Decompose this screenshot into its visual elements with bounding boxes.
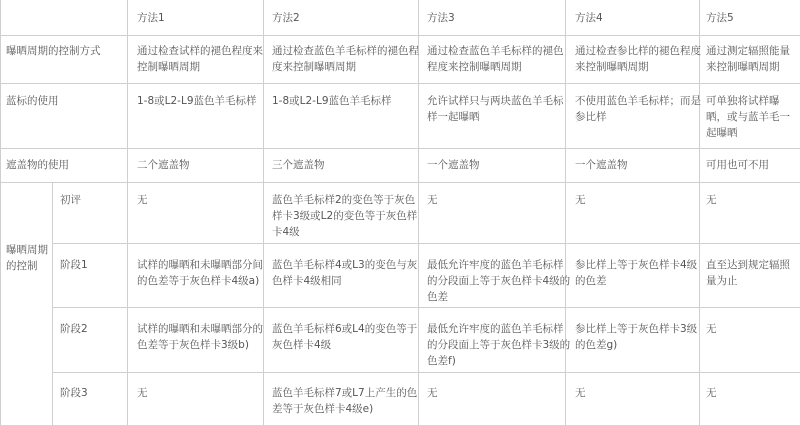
cell-stage1-5: 直至达到规定辐照 量为止 [706,259,790,287]
cell-initial-3: 无 [427,194,438,206]
cell-stage2-5: 无 [706,323,717,335]
cell-stage1-3: 最低允许牢度的蓝色羊毛标样 的分段面上等于灰色样卡4级的 色差 [427,259,571,303]
row-divider [0,35,800,36]
cell-control-method-5: 通过测定辐照能量 来控制曝晒周期 [706,45,790,73]
cell-stage1-2: 蓝色羊毛标样4或L3的变色与灰 色样卡4级相同 [272,259,418,287]
header-method-5: 方法5 [706,12,734,24]
cell-stage3-3: 无 [427,387,438,399]
cell-blue-standard-1: 1-8或L2-L9蓝色羊毛标样 [137,95,257,107]
cell-stage3-2: 蓝色羊毛标样7或L7上产生的色 差等于灰色样卡4级e) [272,387,418,415]
cell-control-method-2: 通过检查蓝色羊毛标样的褪色程 度来控制曝晒周期 [272,45,419,73]
row-divider [52,372,800,373]
cell-stage1-4: 参比样上等于灰色样卡4级 的色差 [575,259,698,287]
cell-initial-5: 无 [706,194,717,206]
cell-blue-standard-5: 可单独将试样曝 晒，或与蓝羊毛一 起曝晒 [706,95,790,139]
row-divider [0,83,800,84]
cell-initial-1: 无 [137,194,148,206]
cell-cover-use-2: 三个遮盖物 [272,159,325,171]
row-divider [0,182,800,183]
cell-stage1-1: 试样的曝晒和未曝晒部分间 的色差等于灰色样卡4级a) [137,259,263,287]
stage-label-initial: 初评 [60,194,81,206]
header-method-1: 方法1 [137,12,165,24]
header-method-4: 方法4 [575,12,603,24]
cell-control-method-4: 通过检查参比样的褪色程度 来控制曝晒周期 [575,45,701,73]
cell-stage2-1: 试样的曝晒和未曝晒部分的 色差等于灰色样卡3级b) [137,323,263,351]
cell-initial-4: 无 [575,194,586,206]
column-divider [263,0,264,425]
row-divider [52,243,800,244]
stage-label-1: 阶段1 [60,259,88,271]
header-method-3: 方法3 [427,12,455,24]
cell-blue-standard-2: 1-8或L2-L9蓝色羊毛标样 [272,95,392,107]
column-divider [52,182,53,425]
row-divider [0,148,800,149]
stage-label-2: 阶段2 [60,323,88,335]
cell-stage3-4: 无 [575,387,586,399]
cell-stage2-3: 最低允许牢度的蓝色羊毛标样 的分段面上等于灰色样卡3级的 色差f) [427,323,571,367]
column-divider [0,0,1,425]
cell-control-method-1: 通过检查试样的褪色程度来 控制曝晒周期 [137,45,263,73]
row-label-blue-standard: 蓝标的使用 [6,95,59,107]
row-label-cover-use: 遮盖物的使用 [6,159,69,171]
row-label-control-method: 曝晒周期的控制方式 [6,45,101,57]
header-method-2: 方法2 [272,12,300,24]
column-divider [127,0,128,425]
cell-cover-use-5: 可用也可不用 [706,159,769,171]
cell-blue-standard-3: 允许试样只与两块蓝色羊毛标 样一起曝晒 [427,95,564,123]
cell-stage2-4: 参比样上等于灰色样卡3级 的色差g) [575,323,698,351]
stage-label-3: 阶段3 [60,387,88,399]
cell-cover-use-4: 一个遮盖物 [575,159,628,171]
cell-initial-2: 蓝色羊毛标样2的变色等于灰色 样卡3级或L2的变色等于灰色样 卡4级 [272,194,418,238]
cell-cover-use-3: 一个遮盖物 [427,159,480,171]
row-divider [52,307,800,308]
cell-stage3-1: 无 [137,387,148,399]
cell-control-method-3: 通过检查蓝色羊毛标样的褪色 程度来控制曝晒周期 [427,45,564,73]
cell-cover-use-1: 二个遮盖物 [137,159,190,171]
cell-stage3-5: 无 [706,387,717,399]
row-label-exposure-control: 曝晒周期 的控制 [6,244,48,272]
cell-stage2-2: 蓝色羊毛标样6或L4的变色等于 灰色样卡4级 [272,323,418,351]
cell-blue-standard-4: 不使用蓝色羊毛标样；而是 参比样 [575,95,701,123]
